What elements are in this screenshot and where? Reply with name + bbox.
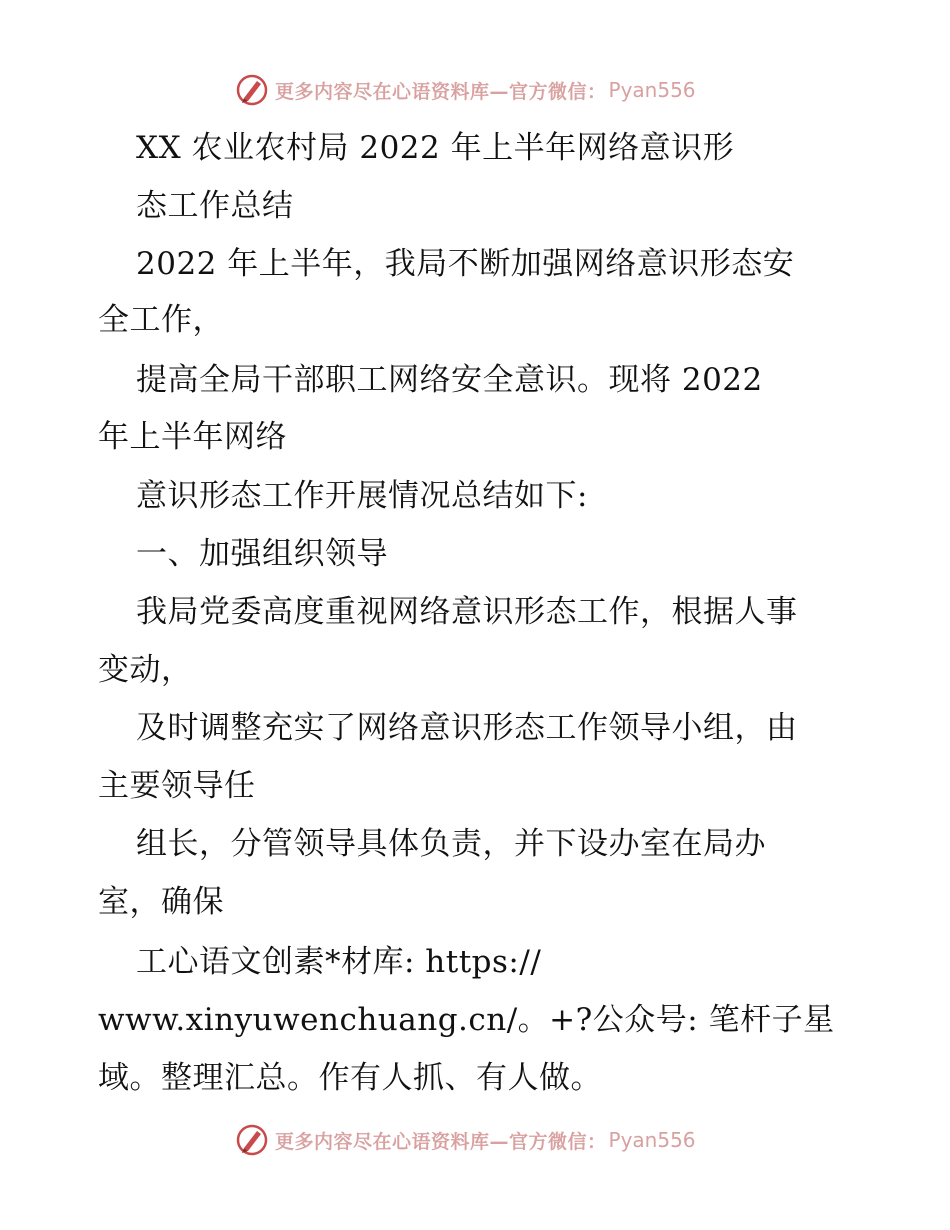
doc-line: 及时调整充实了网络意识形态工作领导小组，由 <box>136 710 798 746</box>
doc-line: 室，确保 <box>98 884 224 920</box>
watermark-text: 更多内容尽在心语资料库—官方微信： <box>275 1130 607 1153</box>
doc-line: 意识形态工作开展情况总结如下: <box>136 478 588 514</box>
doc-line: 变动， <box>98 652 193 688</box>
footer-watermark <box>235 1122 696 1158</box>
doc-line: 2022 年上半年，我局不断加强网络意识形态安 <box>136 246 795 282</box>
doc-line: 提高全局干部职工网络安全意识。现将 2022 <box>136 362 763 398</box>
doc-title-line-2: 态工作总结 <box>136 188 294 224</box>
doc-line: 主要领导任 <box>98 768 256 804</box>
watermark-wechat-id: Pyan556 <box>608 1128 696 1152</box>
header-watermark <box>235 72 696 108</box>
doc-title-line-1: XX 农业农村局 2022 年上半年网络意识形 <box>136 130 735 166</box>
section-heading: 一、加强组织领导 <box>136 536 388 572</box>
doc-line: www.xinyuwenchuang.cn/。+?公众号: 笔杆子星 <box>98 1002 835 1038</box>
doc-line: 年上半年网络 <box>98 419 287 455</box>
pen-logo-icon <box>235 73 269 107</box>
doc-line: 域。整理汇总。作有人抓、有人做。 <box>98 1060 602 1096</box>
doc-line: 全工作， <box>98 302 224 338</box>
doc-line: 工心语文创素*材库: https:// <box>136 944 542 980</box>
watermark-wechat-id: Pyan556 <box>608 78 696 102</box>
pen-logo-icon <box>235 1123 269 1157</box>
doc-line: 组长，分管领导具体负责，并下设办室在局办 <box>136 826 766 862</box>
doc-line: 我局党委高度重视网络意识形态工作，根据人事 <box>136 594 798 630</box>
watermark-text: 更多内容尽在心语资料库—官方微信： <box>275 80 607 103</box>
